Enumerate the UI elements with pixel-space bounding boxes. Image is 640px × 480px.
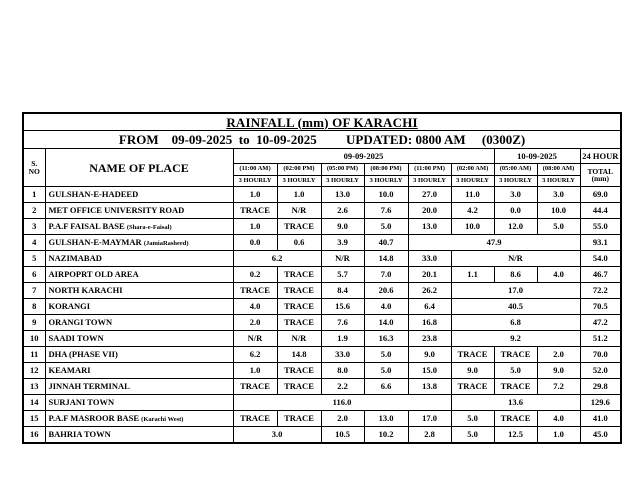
table-row — [23, 379, 621, 395]
rainfall-value: 4.0 — [537, 267, 580, 283]
place-name-cell — [45, 299, 233, 315]
row-number: 14 — [23, 395, 45, 411]
rainfall-value: 5.0 — [364, 363, 408, 379]
rainfall-value: 13.0 — [408, 219, 451, 235]
place-name: KEAMARI — [48, 365, 91, 376]
place-name: P.A.F FAISAL BASE — [48, 220, 125, 231]
row-number: 15 — [23, 411, 45, 427]
total-value: 45.0 — [580, 427, 621, 444]
place-note: (JamiaRasheed) — [143, 239, 189, 247]
rainfall-value: 15.0 — [408, 363, 451, 379]
rainfall-value: 20.6 — [364, 283, 408, 299]
rainfall-value: 47.9 — [408, 235, 580, 251]
row-number: 3 — [23, 219, 45, 235]
place-name-cell — [45, 411, 233, 427]
place-name: SURJANI TOWN — [48, 397, 115, 408]
rainfall-value: 1.0 — [537, 427, 580, 444]
rainfall-value: 0.6 — [277, 235, 321, 251]
rainfall-value: 7.6 — [321, 315, 364, 331]
rainfall-value: 10.0 — [451, 219, 494, 235]
row-number: 10 — [23, 331, 45, 347]
table-row — [23, 347, 621, 363]
rainfall-value: 3.9 — [321, 235, 364, 251]
rainfall-value: 0.0 — [233, 235, 277, 251]
rainfall-value: 17.0 — [408, 411, 451, 427]
rainfall-value: 12.0 — [494, 219, 537, 235]
interval-header: 3 HOURLY — [364, 176, 408, 187]
rainfall-value: 33.0 — [408, 251, 451, 267]
rainfall-value: 27.0 — [408, 187, 451, 203]
rainfall-value: 9.0 — [321, 219, 364, 235]
total-value: 93.1 — [580, 235, 621, 251]
rainfall-value: N/R — [233, 331, 277, 347]
rainfall-value: 5.7 — [321, 267, 364, 283]
table-row — [23, 299, 621, 315]
rainfall-value: 40.7 — [364, 235, 408, 251]
rainfall-value: 14.0 — [364, 315, 408, 331]
total-value: 70.0 — [580, 347, 621, 363]
rainfall-value: 2.8 — [408, 427, 451, 444]
rainfall-value: N/R — [321, 251, 364, 267]
to-label: to — [238, 132, 250, 147]
rainfall-value: 3.0 — [537, 187, 580, 203]
place-name-cell — [45, 427, 233, 444]
row-number: 6 — [23, 267, 45, 283]
place-name: DHA (PHASE VII) — [48, 349, 118, 360]
row-number: 5 — [23, 251, 45, 267]
time-slot-header: (05:00 AM) — [494, 164, 537, 176]
total-header-label: TOTAL — [587, 166, 614, 176]
updated-time: UPDATED: 0800 AM — [346, 132, 466, 147]
total-value: 41.0 — [580, 411, 621, 427]
rainfall-value: 6.2 — [233, 251, 321, 267]
rainfall-value: TRACE — [277, 315, 321, 331]
place-name: NAZIMABAD — [48, 253, 102, 264]
rainfall-value: 15.6 — [321, 299, 364, 315]
total-value: 72.2 — [580, 283, 621, 299]
total-value: 44.4 — [580, 203, 621, 219]
row-number: 16 — [23, 427, 45, 444]
rainfall-value: 6.6 — [364, 379, 408, 395]
date-header-2: 10-09-2025 — [494, 149, 580, 164]
total-value: 69.0 — [580, 187, 621, 203]
place-name-cell — [45, 219, 233, 235]
rainfall-value: 2.0 — [321, 411, 364, 427]
rainfall-value: 33.0 — [321, 347, 364, 363]
table-row — [23, 283, 621, 299]
row-number: 1 — [23, 187, 45, 203]
rainfall-value: TRACE — [277, 411, 321, 427]
total-value: 52.0 — [580, 363, 621, 379]
rainfall-value: 10.5 — [321, 427, 364, 444]
place-name-cell — [45, 331, 233, 347]
rainfall-value: 16.8 — [408, 315, 451, 331]
rainfall-value: 3.0 — [233, 427, 321, 444]
row-number: 12 — [23, 363, 45, 379]
place-name-cell — [45, 347, 233, 363]
rainfall-value: 10.0 — [364, 187, 408, 203]
rainfall-value: 8.6 — [494, 267, 537, 283]
rainfall-value: 7.0 — [364, 267, 408, 283]
table-row — [23, 411, 621, 427]
table-row — [23, 251, 621, 267]
total-value: 47.2 — [580, 315, 621, 331]
rainfall-value: 12.5 — [494, 427, 537, 444]
place-name-cell — [45, 379, 233, 395]
rainfall-value: 16.3 — [364, 331, 408, 347]
total-value: 55.0 — [580, 219, 621, 235]
rainfall-value: TRACE — [233, 379, 277, 395]
total-value: 70.5 — [580, 299, 621, 315]
place-name: SAADI TOWN — [48, 333, 104, 344]
rainfall-value: 2.2 — [321, 379, 364, 395]
total-value: 54.0 — [580, 251, 621, 267]
place-name-cell — [45, 203, 233, 219]
rainfall-value: N/R — [277, 331, 321, 347]
rainfall-value: 13.0 — [364, 411, 408, 427]
table-row — [23, 267, 621, 283]
rainfall-value: 2.6 — [321, 203, 364, 219]
place-name-cell — [45, 363, 233, 379]
rainfall-value: TRACE — [233, 203, 277, 219]
period-line — [23, 131, 621, 149]
rainfall-value: TRACE — [494, 411, 537, 427]
table-row — [23, 187, 621, 203]
rainfall-value: TRACE — [494, 347, 537, 363]
row-number: 7 — [23, 283, 45, 299]
rainfall-value: 9.2 — [451, 331, 580, 347]
table-row — [23, 203, 621, 219]
rainfall-value: 1.9 — [321, 331, 364, 347]
rainfall-value: 6.8 — [451, 315, 580, 331]
time-slot-header: (02:00 AM) — [451, 164, 494, 176]
rainfall-value: 8.4 — [321, 283, 364, 299]
total-header-hours: 24 HOUR — [580, 149, 621, 164]
table-row — [23, 395, 621, 411]
place-name: AIRPOPRT OLD AREA — [48, 269, 139, 280]
place-name-cell — [45, 315, 233, 331]
rainfall-value: TRACE — [451, 347, 494, 363]
rainfall-value: 1.0 — [277, 187, 321, 203]
rainfall-value: TRACE — [277, 363, 321, 379]
rainfall-report — [22, 112, 620, 444]
place-header: NAME OF PLACE — [45, 149, 233, 187]
rainfall-value: TRACE — [277, 267, 321, 283]
time-slot-header: (11:00 PM) — [408, 164, 451, 176]
report-title: RAINFALL (mm) OF KARACHI — [23, 113, 621, 131]
time-slot-header: (08:00 PM) — [364, 164, 408, 176]
rainfall-value: 7.6 — [364, 203, 408, 219]
rainfall-table — [22, 112, 622, 444]
total-header — [580, 164, 621, 187]
total-value: 46.7 — [580, 267, 621, 283]
rainfall-value: TRACE — [233, 411, 277, 427]
place-name: JINNAH TERMINAL — [48, 381, 130, 392]
rainfall-value: 20.0 — [408, 203, 451, 219]
place-name-cell — [45, 235, 233, 251]
place-name: ORANGI TOWN — [48, 317, 113, 328]
from-label: FROM — [118, 132, 159, 147]
rainfall-value: 11.0 — [451, 187, 494, 203]
row-number: 11 — [23, 347, 45, 363]
rainfall-value: 13.8 — [408, 379, 451, 395]
interval-header: 3 HOURLY — [233, 176, 277, 187]
rainfall-value: TRACE — [277, 299, 321, 315]
rainfall-value: 9.0 — [408, 347, 451, 363]
rainfall-value: 17.0 — [451, 283, 580, 299]
rainfall-value: 8.0 — [321, 363, 364, 379]
rainfall-value: N/R — [277, 203, 321, 219]
total-value: 51.2 — [580, 331, 621, 347]
place-name: GULSHAN-E-MAYMAR — [48, 236, 142, 247]
sno-header-line2: NO — [28, 166, 40, 176]
rainfall-value: TRACE — [451, 379, 494, 395]
table-row — [23, 219, 621, 235]
rainfall-value: 5.0 — [537, 219, 580, 235]
rainfall-value: 6.4 — [408, 299, 451, 315]
interval-header: 3 HOURLY — [321, 176, 364, 187]
rainfall-value: 5.0 — [451, 427, 494, 444]
time-slot-header: (11:00 AM) — [233, 164, 277, 176]
rainfall-value: 5.0 — [364, 347, 408, 363]
interval-header: 3 HOURLY — [537, 176, 580, 187]
rainfall-value: 3.0 — [494, 187, 537, 203]
row-number: 2 — [23, 203, 45, 219]
place-name: NORTH KARACHI — [48, 285, 123, 296]
place-name: KORANGI — [48, 301, 91, 312]
row-number: 4 — [23, 235, 45, 251]
rainfall-value: 13.6 — [451, 395, 580, 411]
place-name-cell — [45, 267, 233, 283]
rainfall-value: 116.0 — [233, 395, 451, 411]
date-header-1: 09-09-2025 — [233, 149, 494, 164]
rainfall-value: 4.0 — [364, 299, 408, 315]
rainfall-value: 40.5 — [451, 299, 580, 315]
place-name-cell — [45, 283, 233, 299]
rainfall-value: 10.0 — [537, 203, 580, 219]
sno-header-line1: S. — [31, 159, 38, 168]
rainfall-value: 10.2 — [364, 427, 408, 444]
interval-header: 3 HOURLY — [277, 176, 321, 187]
rainfall-value: 9.0 — [537, 363, 580, 379]
rainfall-value: 7.2 — [537, 379, 580, 395]
table-row — [23, 315, 621, 331]
rainfall-value: TRACE — [277, 219, 321, 235]
interval-header: 3 HOURLY — [494, 176, 537, 187]
rainfall-value: 0.0 — [494, 203, 537, 219]
sno-header — [23, 149, 45, 187]
rainfall-value: 5.0 — [364, 219, 408, 235]
rainfall-value: 4.2 — [451, 203, 494, 219]
rainfall-value: TRACE — [233, 283, 277, 299]
rainfall-value: 9.0 — [451, 363, 494, 379]
rainfall-value: 23.8 — [408, 331, 451, 347]
table-row — [23, 427, 621, 444]
total-value: 129.6 — [580, 395, 621, 411]
place-name: GULSHAN-E-HADEED — [48, 189, 139, 200]
row-number: 8 — [23, 299, 45, 315]
rainfall-value: N/R — [451, 251, 580, 267]
rainfall-value: 0.2 — [233, 267, 277, 283]
rainfall-value: 1.1 — [451, 267, 494, 283]
rainfall-value: 4.0 — [233, 299, 277, 315]
place-note: (Shara-e-Faisal) — [126, 223, 172, 231]
rainfall-value: 2.0 — [537, 347, 580, 363]
place-name-cell — [45, 395, 233, 411]
table-row — [23, 331, 621, 347]
rainfall-value: 1.0 — [233, 187, 277, 203]
rainfall-value: 4.0 — [537, 411, 580, 427]
table-row — [23, 363, 621, 379]
time-slot-header: (08:00 AM) — [537, 164, 580, 176]
row-number: 13 — [23, 379, 45, 395]
rainfall-value: TRACE — [277, 379, 321, 395]
rainfall-value: TRACE — [494, 379, 537, 395]
row-number: 9 — [23, 315, 45, 331]
rainfall-value: 26.2 — [408, 283, 451, 299]
interval-header: 3 HOURLY — [451, 176, 494, 187]
rainfall-value: 6.2 — [233, 347, 277, 363]
total-value: 29.8 — [580, 379, 621, 395]
rainfall-value: 5.0 — [451, 411, 494, 427]
rainfall-value: 1.0 — [233, 219, 277, 235]
table-row — [23, 235, 621, 251]
time-slot-header: (05:00 PM) — [321, 164, 364, 176]
place-name: MET OFFICE UNIVERSITY ROAD — [48, 205, 185, 216]
rainfall-value: 14.8 — [277, 347, 321, 363]
place-name-cell — [45, 187, 233, 203]
place-name: BAHRIA TOWN — [48, 429, 111, 440]
interval-header: 3 HOURLY — [408, 176, 451, 187]
place-note: (Karachi West) — [141, 415, 184, 423]
rainfall-value: 1.0 — [233, 363, 277, 379]
to-date: 10-09-2025 — [256, 132, 317, 147]
rainfall-value: 20.1 — [408, 267, 451, 283]
total-header-unit: (mm) — [591, 174, 610, 183]
time-slot-header: (02:00 PM) — [277, 164, 321, 176]
rainfall-value: 13.0 — [321, 187, 364, 203]
updated-utc: (0300Z) — [481, 132, 526, 147]
from-date: 09-09-2025 — [171, 132, 233, 147]
place-name-cell — [45, 251, 233, 267]
rainfall-value: TRACE — [277, 283, 321, 299]
rainfall-value: 14.8 — [364, 251, 408, 267]
place-name: P.A.F MASROOR BASE — [48, 412, 140, 423]
rainfall-value: 5.0 — [494, 363, 537, 379]
rainfall-value: 2.0 — [233, 315, 277, 331]
